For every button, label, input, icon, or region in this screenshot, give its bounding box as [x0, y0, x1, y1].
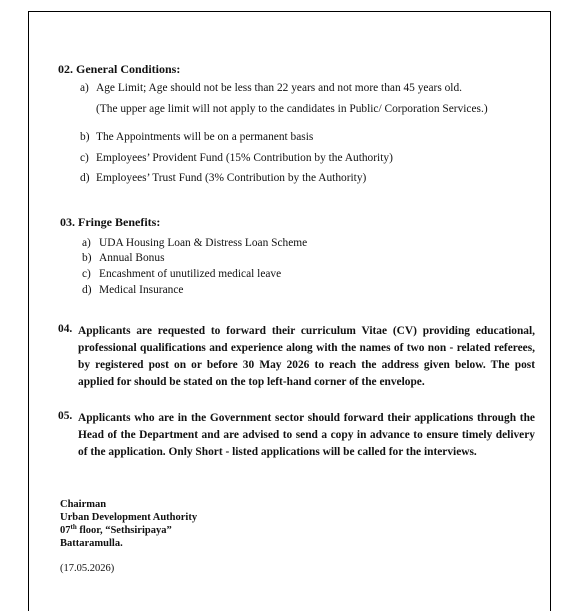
signature-organization: Urban Development Authority — [60, 512, 198, 523]
item-05-paragraph: Applicants who are in the Government sector should forward their applications through the Head of the Department and are advised to send a copy in advance to ensure timely delivery of the application. Only Short - listed applications will be called for the interviews. — [78, 412, 535, 458]
general-item-c-text: Employees’ Provident Fund (15% Contribution by the Authority) — [96, 152, 393, 164]
document-date: (17.05.2026) — [60, 563, 115, 574]
item-05-number: 05. — [58, 410, 73, 422]
general-item-a-note: (The upper age limit will not apply to the candidates in Public/ Corporation Services.) — [96, 103, 488, 115]
fringe-item-text: Medical Insurance — [99, 284, 184, 296]
general-conditions-heading: 02. General Conditions: — [58, 62, 181, 76]
fringe-benefits-heading: 03. Fringe Benefits: — [60, 215, 161, 229]
signature-title: Chairman — [60, 499, 107, 510]
item-04-number: 04. — [58, 323, 73, 335]
fringe-item-text: Encashment of unutilized medical leave — [99, 268, 282, 280]
general-item-d-marker: d) — [80, 172, 90, 184]
item-04-paragraph: Applicants are requested to forward their curriculum Vitae (CV) providing educational, professional qualifications and experience along with the names of two non - related referees, by registered post on or before 30 May 2026 to reach the address given below. The post applied for should be stated on the top left-hand corner of the envelope. — [78, 325, 535, 388]
signature-address-city: Battaramulla. — [60, 538, 123, 549]
fringe-item-text: Annual Bonus — [99, 252, 165, 264]
signature-address-floor: 07th floor, “Sethsiripaya” — [60, 523, 172, 536]
fringe-item-marker: d) — [82, 284, 92, 296]
general-item-a-text: Age Limit; Age should not be less than 22 years and not more than 45 years old. — [96, 82, 463, 94]
general-item-b-marker: b) — [80, 131, 90, 143]
general-item-c-marker: c) — [80, 152, 89, 164]
general-item-d-text: Employees’ Trust Fund (3% Contribution by the Authority) — [96, 172, 367, 184]
fringe-item-text: UDA Housing Loan & Distress Loan Scheme — [99, 237, 308, 249]
fringe-item-marker: c) — [82, 268, 91, 280]
general-item-a-marker: a) — [80, 82, 89, 94]
fringe-item-marker: a) — [82, 237, 91, 249]
fringe-item-marker: b) — [82, 252, 92, 264]
general-item-b-text: The Appointments will be on a permanent basis — [96, 131, 314, 143]
